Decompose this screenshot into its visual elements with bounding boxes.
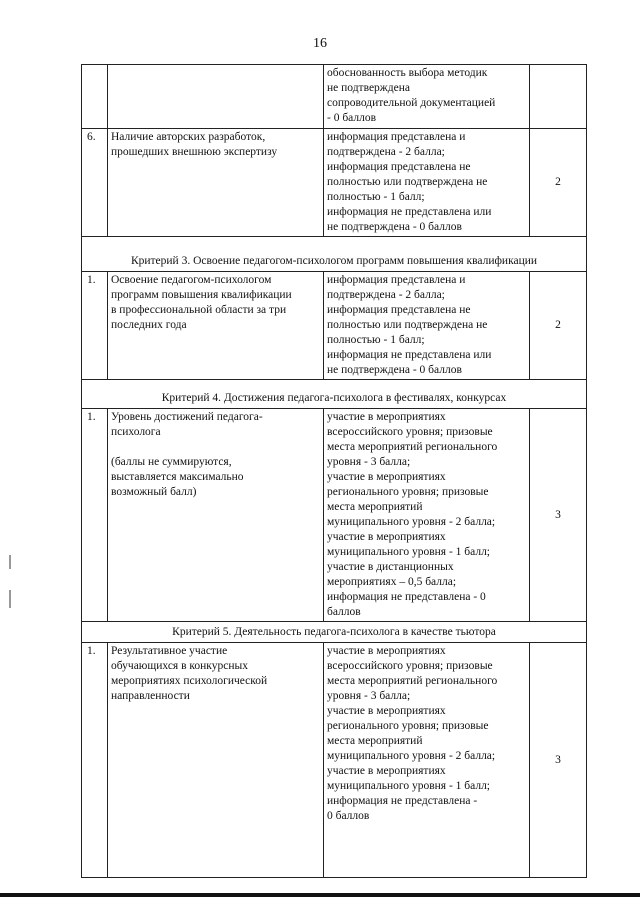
scan-edge-mark	[9, 555, 11, 569]
indicator-cell: Уровень достижений педагога- психолога (баллы не суммируются, выставляется максимально возможный балл)	[108, 409, 324, 622]
scan-edge-mark	[9, 590, 11, 608]
indicator-cell	[108, 65, 324, 129]
page-number: 16	[313, 36, 327, 51]
score-cell: 3	[530, 409, 587, 622]
table-row	[82, 272, 587, 380]
criterion-3-title: Критерий 3. Освоение педагогом-психологом программ повышения квалификации	[82, 237, 587, 272]
scoring-cell: участие в мероприятиях всероссийского уровня; призовые места мероприятий регионального уровня - 3 балла; участие в мероприятиях регионального уровня; призовые места мероприятий муниципального уровня - 2 балла; участие в мероприятиях муниципального уровня - 1 балл; информация не представлена - 0 баллов	[324, 643, 530, 878]
row-number: 1.	[82, 409, 108, 622]
table-row	[82, 643, 587, 878]
scoring-cell: информация представлена и подтверждена - 2 балла; информация представлена не полностью или подтверждена не полностью - 1 балл; информация не представлена или не подтверждена - 0 баллов	[324, 129, 530, 237]
row-number: 6.	[82, 129, 108, 237]
criterion-header-row	[82, 237, 587, 272]
scoring-cell: информация представлена и подтверждена - 2 балла; информация представлена не полностью или подтверждена не полностью - 1 балл; информация не представлена или не подтверждена - 0 баллов	[324, 272, 530, 380]
indicator-cell: Наличие авторских разработок, прошедших внешнюю экспертизу	[108, 129, 324, 237]
criterion-5-title: Критерий 5. Деятельность педагога-психолога в качестве тьютора	[82, 622, 587, 643]
row-number: 1.	[82, 272, 108, 380]
indicator-cell: Освоение педагогом-психологом программ повышения квалификации в профессиональной области за три последних года	[108, 272, 324, 380]
criterion-4-title: Критерий 4. Достижения педагога-психолога в фестивалях, конкурсах	[82, 380, 587, 409]
criterion-header-row	[82, 622, 587, 643]
score-cell: 2	[530, 129, 587, 237]
score-cell: 2	[530, 272, 587, 380]
table-row	[82, 65, 587, 129]
scoring-cell: обоснованность выбора методик не подтверждена сопроводительной документацией - 0 баллов	[324, 65, 530, 129]
row-number: 1.	[82, 643, 108, 878]
score-cell: 3	[530, 643, 587, 878]
table-row	[82, 129, 587, 237]
criterion-header-row	[82, 380, 587, 409]
scan-bottom-edge	[0, 893, 640, 897]
criteria-table	[81, 64, 587, 878]
scoring-cell: участие в мероприятиях всероссийского уровня; призовые места мероприятий регионального уровня - 3 балла; участие в мероприятиях регионального уровня; призовые места мероприятий муниципального уровня - 2 балла; участие в мероприятиях муниципального уровня - 1 балл; участие в дистанционных мероприятиях – 0,5 балла; информация не представлена - 0 баллов	[324, 409, 530, 622]
score-cell	[530, 65, 587, 129]
table-row	[82, 409, 587, 622]
row-number	[82, 65, 108, 129]
indicator-cell: Результативное участие обучающихся в конкурсных мероприятиях психологической направленности	[108, 643, 324, 878]
